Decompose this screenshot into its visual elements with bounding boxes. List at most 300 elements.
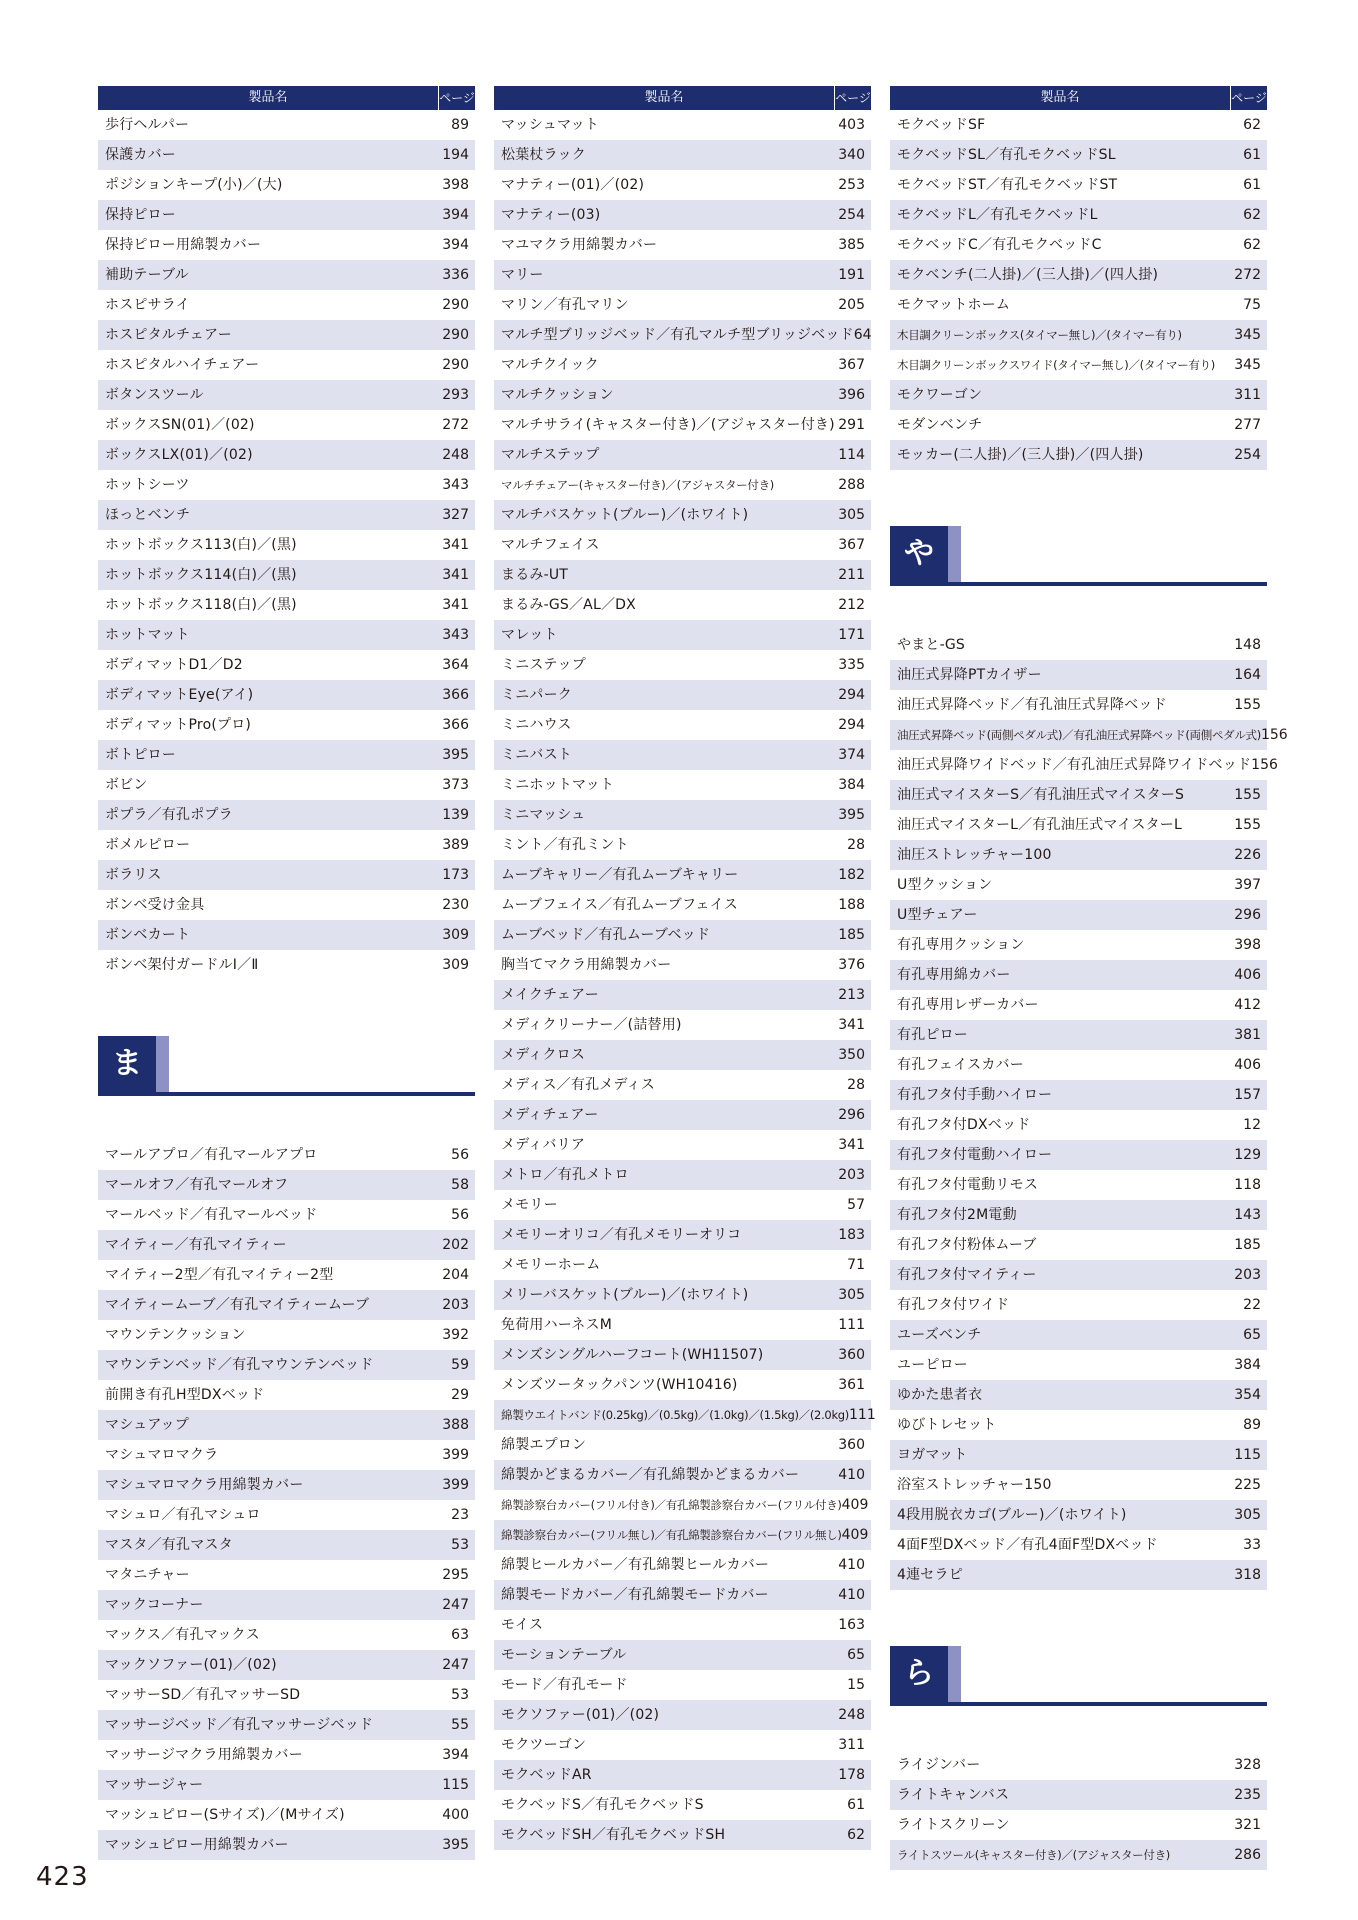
page-ref: 311 bbox=[1234, 387, 1261, 403]
page-ref: 384 bbox=[838, 777, 865, 793]
page-ref: 406 bbox=[1234, 967, 1261, 983]
page-ref: 65 bbox=[847, 1647, 865, 1663]
index-row bbox=[98, 440, 475, 470]
page-ref: 226 bbox=[1234, 847, 1261, 863]
page-ref: 397 bbox=[1234, 877, 1261, 893]
index-row bbox=[98, 1230, 475, 1260]
page-ref: 409 bbox=[841, 1497, 869, 1513]
product-name: 綿製診察台カバー(フリル無し)／有孔綿製診察台カバー(フリル無し) bbox=[501, 1528, 842, 1542]
index-row bbox=[890, 1050, 1267, 1080]
page-ref: 399 bbox=[442, 1477, 469, 1493]
product-name: 油圧式マイスターL／有孔油圧式マイスターL bbox=[897, 817, 1182, 833]
product-name: ボラリス bbox=[105, 867, 162, 883]
page-ref: 296 bbox=[838, 1107, 865, 1123]
product-name: マウンテンクッション bbox=[105, 1327, 246, 1343]
index-row bbox=[98, 1290, 475, 1320]
page-ref: 58 bbox=[451, 1177, 469, 1193]
page-ref: 341 bbox=[838, 1137, 865, 1153]
product-name: マッサージマクラ用綿製カバー bbox=[105, 1747, 303, 1763]
product-name: モーションテーブル bbox=[501, 1647, 627, 1663]
index-row bbox=[98, 1830, 475, 1860]
table-header bbox=[890, 86, 1267, 110]
page-ref: 410 bbox=[838, 1587, 865, 1603]
index-row bbox=[890, 1320, 1267, 1350]
index-row bbox=[98, 410, 475, 440]
index-row bbox=[494, 1460, 871, 1490]
index-row bbox=[890, 810, 1267, 840]
page-ref: 410 bbox=[838, 1467, 865, 1483]
product-name: ミニマッシュ bbox=[501, 807, 586, 823]
page-ref: 29 bbox=[451, 1387, 469, 1403]
index-row bbox=[494, 830, 871, 860]
page-ref: 205 bbox=[838, 297, 865, 313]
page-ref: 118 bbox=[1234, 1177, 1261, 1193]
index-row bbox=[494, 1820, 871, 1850]
index-row bbox=[98, 110, 475, 140]
index-row bbox=[890, 1200, 1267, 1230]
page-ref: 89 bbox=[1243, 1417, 1261, 1433]
product-name: マリー bbox=[501, 267, 544, 283]
page-ref: 57 bbox=[847, 1197, 865, 1213]
page-ref: 366 bbox=[442, 687, 469, 703]
index-row bbox=[494, 1100, 871, 1130]
page-ref: 188 bbox=[838, 897, 865, 913]
index-row bbox=[890, 960, 1267, 990]
index-row bbox=[890, 720, 1288, 750]
product-name: 補助テーブル bbox=[105, 267, 189, 283]
product-name: メンズツータックパンツ(WH10416) bbox=[501, 1377, 738, 1393]
product-name: マッシュピロー(Sサイズ)／(Mサイズ) bbox=[105, 1807, 345, 1823]
product-name: 有孔フタ付粉体ムーブ bbox=[897, 1237, 1037, 1253]
index-list bbox=[98, 110, 475, 980]
index-row bbox=[494, 1040, 871, 1070]
product-name: ボディマットPro(プロ) bbox=[105, 717, 252, 733]
index-row bbox=[494, 1670, 871, 1700]
index-row bbox=[494, 380, 871, 410]
page-ref: 295 bbox=[442, 1567, 469, 1583]
product-name: マナティー(03) bbox=[501, 207, 601, 223]
product-name: モクベンチ(二人掛)／(三人掛)／(四人掛) bbox=[897, 267, 1159, 283]
product-name: メディス／有孔メディス bbox=[501, 1077, 655, 1093]
page-ref: 290 bbox=[442, 297, 469, 313]
product-name: モクベッドS／有孔モクベッドS bbox=[501, 1797, 704, 1813]
page-ref: 204 bbox=[442, 1267, 469, 1283]
product-name: 有孔専用綿カバー bbox=[897, 967, 1011, 983]
product-name: U型クッション bbox=[897, 877, 993, 893]
index-row bbox=[98, 1530, 475, 1560]
page-ref: 381 bbox=[1234, 1027, 1261, 1043]
table-header bbox=[98, 86, 475, 110]
page-ref: 277 bbox=[1234, 417, 1261, 433]
index-row bbox=[494, 350, 871, 380]
page-ref: 212 bbox=[838, 597, 865, 613]
index-row bbox=[494, 1280, 871, 1310]
index-row bbox=[98, 1260, 475, 1290]
page-ref: 63 bbox=[451, 1627, 469, 1643]
product-name: 歩行ヘルパー bbox=[105, 117, 190, 133]
product-name: マシュマロマクラ用綿製カバー bbox=[105, 1477, 304, 1493]
index-row bbox=[890, 260, 1267, 290]
index-row bbox=[98, 890, 475, 920]
page-ref: 28 bbox=[847, 1077, 865, 1093]
product-name: ホスピタルチェアー bbox=[105, 327, 232, 343]
product-name: マッサージベッド／有孔マッサージベッド bbox=[105, 1717, 374, 1733]
index-row bbox=[890, 1380, 1267, 1410]
page-ref: 156 bbox=[1251, 757, 1278, 773]
product-name: ミニバスト bbox=[501, 747, 572, 763]
product-name: モクツーゴン bbox=[501, 1737, 587, 1753]
product-name: マタニチャー bbox=[105, 1567, 190, 1583]
index-row bbox=[494, 650, 871, 680]
product-name: マレット bbox=[501, 627, 558, 643]
page-ref: 336 bbox=[442, 267, 469, 283]
page-ref: 89 bbox=[451, 117, 469, 133]
page-ref: 384 bbox=[1234, 1357, 1261, 1373]
product-name: モクベッドST／有孔モクベッドST bbox=[897, 177, 1118, 193]
product-name: ミニハウス bbox=[501, 717, 572, 733]
page-ref: 155 bbox=[1234, 817, 1261, 833]
product-name: メディバリア bbox=[501, 1137, 586, 1153]
index-row bbox=[98, 530, 475, 560]
index-row bbox=[890, 410, 1267, 440]
section-heading-ma bbox=[98, 1036, 475, 1096]
index-row bbox=[494, 170, 871, 200]
index-row bbox=[98, 380, 475, 410]
header-product-name: 製品名 bbox=[644, 90, 684, 105]
product-name: 有孔フタ付DXベッド bbox=[897, 1117, 1031, 1133]
index-row bbox=[494, 680, 871, 710]
index-row bbox=[494, 800, 871, 830]
index-row bbox=[890, 1780, 1267, 1810]
page-ref: 247 bbox=[442, 1657, 469, 1673]
page-ref: 290 bbox=[442, 327, 469, 343]
product-name: 有孔専用レザーカバー bbox=[897, 997, 1039, 1013]
page-ref: 360 bbox=[838, 1347, 865, 1363]
product-name: ボンベカート bbox=[105, 927, 191, 943]
product-name: ボックスSN(01)／(02) bbox=[105, 417, 255, 433]
product-name: 油圧式昇降ベッド／有孔油圧式昇降ベッド bbox=[897, 697, 1167, 713]
index-row bbox=[890, 780, 1267, 810]
product-name: ムーブフェイス／有孔ムーブフェイス bbox=[501, 897, 738, 913]
index-row bbox=[494, 1640, 871, 1670]
product-name: ライジンバー bbox=[897, 1757, 981, 1773]
index-row bbox=[494, 1310, 871, 1340]
index-row bbox=[98, 1320, 475, 1350]
index-row bbox=[494, 1400, 876, 1430]
index-row bbox=[494, 440, 871, 470]
page-ref: 230 bbox=[442, 897, 469, 913]
product-name: メリーバスケット(ブルー)／(ホワイト) bbox=[501, 1287, 749, 1303]
index-row bbox=[98, 1560, 475, 1590]
product-name: マスタ／有孔マスタ bbox=[105, 1537, 233, 1553]
product-name: メンズシングルハーフコート(WH11507) bbox=[501, 1347, 764, 1363]
header-product-name: 製品名 bbox=[1040, 90, 1080, 105]
product-name: モクベッドAR bbox=[501, 1767, 592, 1783]
page-ref: 62 bbox=[1243, 237, 1261, 253]
index-row bbox=[890, 690, 1267, 720]
product-name: 胸当てマクラ用綿製カバー bbox=[501, 957, 672, 973]
product-name: まるみ-UT bbox=[501, 567, 569, 583]
index-row bbox=[98, 260, 475, 290]
page-ref: 163 bbox=[838, 1617, 865, 1633]
product-name: ポジションキープ(小)／(大) bbox=[105, 177, 283, 193]
product-name: 4面F型DXベッド／有孔4面F型DXベッド bbox=[897, 1537, 1158, 1553]
index-row bbox=[890, 870, 1267, 900]
index-row bbox=[494, 110, 871, 140]
product-name: ユーズベンチ bbox=[897, 1327, 982, 1343]
index-row bbox=[890, 1530, 1267, 1560]
page-ref: 364 bbox=[442, 657, 469, 673]
section-kana: や bbox=[890, 526, 948, 582]
page-ref: 28 bbox=[847, 837, 865, 853]
page-ref: 143 bbox=[1234, 1207, 1261, 1223]
page-ref: 71 bbox=[847, 1257, 865, 1273]
product-name: メモリーオリコ／有孔メモリーオリコ bbox=[501, 1227, 742, 1243]
product-name: マシュアップ bbox=[105, 1417, 189, 1433]
product-name: 木目調クリーンボックスワイド(タイマー無し)／(タイマー有り) bbox=[897, 358, 1215, 372]
product-name: マルチクイック bbox=[501, 357, 599, 373]
product-name: マナティー(01)／(02) bbox=[501, 177, 645, 193]
page-ref: 156 bbox=[1260, 727, 1288, 743]
page-ref: 171 bbox=[838, 627, 865, 643]
product-name: マシュロ／有孔マシュロ bbox=[105, 1507, 261, 1523]
index-row bbox=[890, 1290, 1267, 1320]
index-row bbox=[494, 1550, 871, 1580]
page-ref: 341 bbox=[838, 1017, 865, 1033]
index-row bbox=[890, 1080, 1267, 1110]
product-name: ユーピロー bbox=[897, 1357, 968, 1373]
page-ref: 293 bbox=[442, 387, 469, 403]
index-row bbox=[494, 1580, 871, 1610]
index-list bbox=[890, 1750, 1267, 1870]
page-ref: 396 bbox=[838, 387, 865, 403]
index-row bbox=[494, 1790, 871, 1820]
index-row bbox=[494, 890, 871, 920]
product-name: 4段用脱衣カゴ(ブルー)／(ホワイト) bbox=[897, 1507, 1127, 1523]
page-ref: 412 bbox=[1234, 997, 1261, 1013]
page-ref: 367 bbox=[838, 537, 865, 553]
page-ref: 185 bbox=[838, 927, 865, 943]
page-ref: 367 bbox=[838, 357, 865, 373]
index-row bbox=[494, 1220, 871, 1250]
page-ref: 62 bbox=[1243, 117, 1261, 133]
page-ref: 183 bbox=[838, 1227, 865, 1243]
index-row bbox=[494, 290, 871, 320]
page-ref: 394 bbox=[442, 1747, 469, 1763]
index-row bbox=[98, 590, 475, 620]
index-row bbox=[98, 350, 475, 380]
index-row bbox=[98, 710, 475, 740]
product-name: モッカー(二人掛)／(三人掛)／(四人掛) bbox=[897, 447, 1144, 463]
page-ref: 398 bbox=[442, 177, 469, 193]
page-ref: 272 bbox=[1234, 267, 1261, 283]
index-row bbox=[890, 1350, 1267, 1380]
index-row bbox=[890, 750, 1278, 780]
index-row bbox=[494, 530, 871, 560]
index-row bbox=[494, 590, 871, 620]
index-row bbox=[98, 770, 475, 800]
product-name: マルチステップ bbox=[501, 447, 600, 463]
page-ref: 294 bbox=[838, 717, 865, 733]
page-ref: 139 bbox=[442, 807, 469, 823]
product-name: マールオフ／有孔マールオフ bbox=[105, 1177, 289, 1193]
page-ref: 203 bbox=[838, 1167, 865, 1183]
page-ref: 157 bbox=[1234, 1087, 1261, 1103]
product-name: 松葉杖ラック bbox=[501, 147, 586, 163]
index-row bbox=[494, 770, 871, 800]
product-name: ボンベ受け金具 bbox=[105, 897, 205, 913]
index-row bbox=[494, 1610, 871, 1640]
page-ref: 56 bbox=[451, 1147, 469, 1163]
product-name: マルチクッション bbox=[501, 387, 614, 403]
product-name: 綿製ヒールカバー／有孔綿製ヒールカバー bbox=[501, 1557, 770, 1573]
product-name: モイス bbox=[501, 1617, 544, 1633]
index-row bbox=[98, 830, 475, 860]
page-ref: 61 bbox=[847, 1797, 865, 1813]
header-page: ページ bbox=[438, 86, 475, 110]
page-ref: 182 bbox=[838, 867, 865, 883]
product-name: 綿製診察台カバー(フリル付き)／有孔綿製診察台カバー(フリル付き) bbox=[501, 1498, 842, 1512]
product-name: マックコーナー bbox=[105, 1597, 204, 1613]
product-name: 油圧式マイスターS／有孔油圧式マイスターS bbox=[897, 787, 1185, 803]
index-row bbox=[494, 1490, 871, 1520]
page-ref: 129 bbox=[1234, 1147, 1261, 1163]
page-ref: 410 bbox=[838, 1557, 865, 1573]
index-row bbox=[890, 170, 1267, 200]
page-ref: 114 bbox=[838, 447, 865, 463]
product-name: マルチフェイス bbox=[501, 537, 600, 553]
index-row bbox=[98, 1140, 475, 1170]
page-ref: 62 bbox=[1243, 207, 1261, 223]
index-row bbox=[494, 740, 871, 770]
product-name: ミニホットマット bbox=[501, 777, 615, 793]
product-name: ポプラ／有孔ポプラ bbox=[105, 807, 233, 823]
index-row bbox=[494, 1250, 871, 1280]
index-row bbox=[890, 990, 1267, 1020]
page-ref: 194 bbox=[442, 147, 469, 163]
product-name: マッサーSD／有孔マッサーSD bbox=[105, 1687, 301, 1703]
index-row bbox=[890, 1170, 1267, 1200]
page-ref: 341 bbox=[442, 567, 469, 583]
index-row bbox=[98, 1740, 475, 1770]
index-row bbox=[98, 1500, 475, 1530]
section-heading-ya bbox=[890, 526, 1267, 586]
page-ref: 173 bbox=[442, 867, 469, 883]
page-ref: 341 bbox=[442, 597, 469, 613]
index-row bbox=[890, 1020, 1267, 1050]
index-row bbox=[494, 1730, 871, 1760]
product-name: マックス／有孔マックス bbox=[105, 1627, 260, 1643]
index-row bbox=[890, 1140, 1267, 1170]
page-ref: 350 bbox=[838, 1047, 865, 1063]
product-name: ライトスツール(キャスター付き)／(アジャスター付き) bbox=[897, 1848, 1170, 1862]
page-ref: 395 bbox=[838, 807, 865, 823]
product-name: ムーブベッド／有孔ムーブベッド bbox=[501, 927, 711, 943]
product-name: マイティー2型／有孔マイティー2型 bbox=[105, 1267, 334, 1283]
index-row bbox=[98, 1170, 475, 1200]
page-ref: 178 bbox=[838, 1767, 865, 1783]
index-row bbox=[98, 650, 475, 680]
product-name: マッシュピロー用綿製カバー bbox=[105, 1837, 289, 1853]
index-column-1 bbox=[98, 86, 475, 1860]
index-row bbox=[494, 1160, 871, 1190]
page-ref: 155 bbox=[1234, 787, 1261, 803]
page-ref: 53 bbox=[451, 1687, 469, 1703]
index-row bbox=[494, 620, 871, 650]
page-ref: 65 bbox=[1243, 1327, 1261, 1343]
product-name: ホットマット bbox=[105, 627, 190, 643]
product-name: ボメルピロー bbox=[105, 837, 191, 853]
page-ref: 56 bbox=[451, 1207, 469, 1223]
index-row bbox=[890, 440, 1267, 470]
page-ref: 191 bbox=[838, 267, 865, 283]
product-name: 綿製エプロン bbox=[501, 1437, 587, 1453]
product-name: ホスピタルハイチェアー bbox=[105, 357, 260, 373]
page-ref: 23 bbox=[451, 1507, 469, 1523]
product-name: マリン／有孔マリン bbox=[501, 297, 629, 313]
index-row bbox=[890, 1750, 1267, 1780]
index-row bbox=[98, 500, 475, 530]
product-name: ホットボックス114(白)／(黒) bbox=[105, 567, 297, 583]
index-list bbox=[98, 1140, 475, 1860]
index-row bbox=[494, 1070, 871, 1100]
product-name: ボンベ架付ガードルⅠ／Ⅱ bbox=[105, 957, 259, 973]
page-ref: 202 bbox=[442, 1237, 469, 1253]
page-ref: 248 bbox=[838, 1707, 865, 1723]
product-name: 油圧式昇降PTカイザー bbox=[897, 667, 1042, 683]
product-name: 有孔フタ付ワイド bbox=[897, 1297, 1010, 1313]
product-name: ボビン bbox=[105, 777, 148, 793]
index-row bbox=[98, 740, 475, 770]
index-row bbox=[890, 1840, 1267, 1870]
index-row bbox=[494, 320, 871, 350]
page-ref: 155 bbox=[1234, 697, 1261, 713]
product-name: 4連セラピ bbox=[897, 1567, 963, 1583]
page-ref: 164 bbox=[1234, 667, 1261, 683]
page-ref: 341 bbox=[442, 537, 469, 553]
product-name: 綿製ウエイトバンド(0.25kg)／(0.5kg)／(1.0kg)／(1.5kg)／(2.0kg) bbox=[501, 1408, 849, 1422]
index-row bbox=[98, 620, 475, 650]
page-ref: 406 bbox=[1234, 1057, 1261, 1073]
product-name: 有孔フタ付電動ハイロー bbox=[897, 1147, 1053, 1163]
product-name: マルチサライ(キャスター付き)／(アジャスター付き) bbox=[501, 417, 835, 433]
product-name: モクワーゴン bbox=[897, 387, 983, 403]
product-name: モダンベンチ bbox=[897, 417, 983, 433]
product-name: マルチチェアー(キャスター付き)／(アジャスター付き) bbox=[501, 478, 774, 492]
index-row bbox=[890, 1560, 1267, 1590]
product-name: ホットシーツ bbox=[105, 477, 190, 493]
product-name: モクベッドL／有孔モクベッドL bbox=[897, 207, 1098, 223]
index-row bbox=[890, 380, 1267, 410]
product-name: 有孔フェイスカバー bbox=[897, 1057, 1024, 1073]
page-ref: 321 bbox=[1234, 1817, 1261, 1833]
product-name: モクベッドC／有孔モクベッドC bbox=[897, 237, 1102, 253]
index-row bbox=[494, 140, 871, 170]
index-row bbox=[98, 470, 475, 500]
product-name: マユマクラ用綿製カバー bbox=[501, 237, 658, 253]
page-ref: 22 bbox=[1243, 1297, 1261, 1313]
index-row bbox=[98, 1710, 475, 1740]
page-ref: 148 bbox=[1234, 637, 1261, 653]
index-row bbox=[98, 1770, 475, 1800]
page-ref: 366 bbox=[442, 717, 469, 733]
page-ref: 203 bbox=[1234, 1267, 1261, 1283]
page-ref: 272 bbox=[442, 417, 469, 433]
page-ref: 395 bbox=[442, 1837, 469, 1853]
product-name: ホットボックス113(白)／(黒) bbox=[105, 537, 297, 553]
product-name: ムーブキャリー／有孔ムーブキャリー bbox=[501, 867, 739, 883]
page-ref: 395 bbox=[442, 747, 469, 763]
